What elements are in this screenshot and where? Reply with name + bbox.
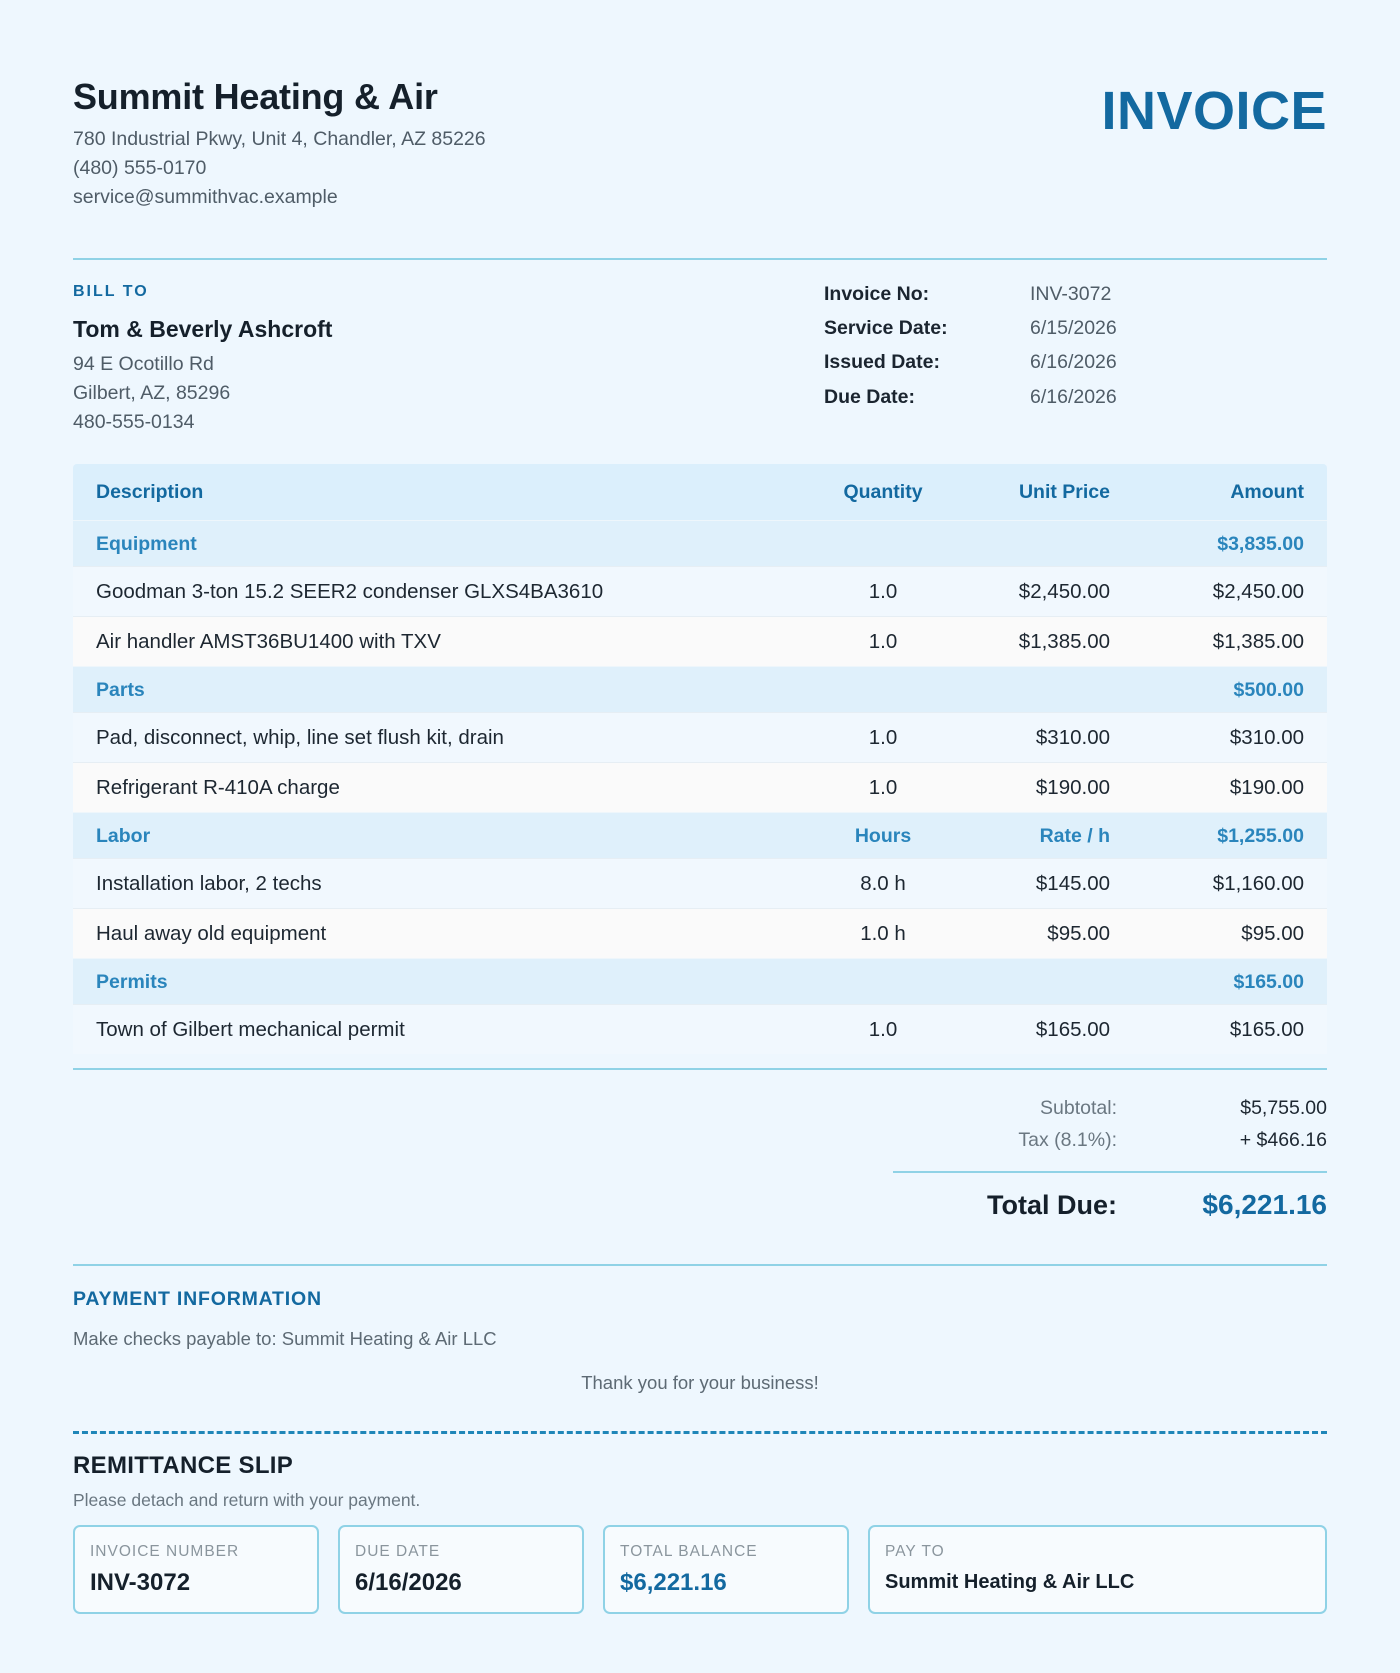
item-description: Goodman 3-ton 15.2 SEER2 condenser GLXS4BA3610 xyxy=(96,580,604,603)
company-email: service@summithvac.example xyxy=(73,186,338,208)
category-name: Labor xyxy=(96,825,151,847)
item-unit-price: $1,385.00 xyxy=(1018,630,1110,653)
bill-to-street: 94 E Ocotillo Rd xyxy=(73,353,214,375)
table-divider xyxy=(73,1068,1327,1070)
header-divider xyxy=(73,258,1327,260)
bill-to-phone: 480-555-0134 xyxy=(73,411,195,433)
item-amount: $310.00 xyxy=(1229,726,1304,749)
remit-pay-to: Summit Heating & Air LLC xyxy=(885,1571,1135,1593)
item-description: Refrigerant R-410A charge xyxy=(96,776,340,799)
remit-due-date-box xyxy=(338,1525,584,1614)
header-amount: Amount xyxy=(1230,481,1304,503)
item-amount: $2,450.00 xyxy=(1212,580,1304,603)
company-name: Summit Heating & Air xyxy=(73,76,438,117)
invoice-title: INVOICE xyxy=(1101,81,1327,141)
item-amount: $1,385.00 xyxy=(1212,630,1304,653)
invoice-header xyxy=(73,0,1327,260)
table-header xyxy=(73,464,1327,520)
remit-invoice-number-box xyxy=(73,1525,319,1614)
total-due-label: Total Due: xyxy=(987,1190,1117,1220)
remit-due-date-label: DUE DATE xyxy=(355,1543,441,1560)
remit-balance-label: TOTAL BALANCE xyxy=(620,1543,758,1560)
line-items-table xyxy=(73,464,1327,1054)
total-due-value: $6,221.16 xyxy=(1202,1189,1327,1220)
meta-label: Invoice No: xyxy=(824,283,930,305)
subtotal-value: $5,755.00 xyxy=(1240,1097,1327,1119)
total-divider xyxy=(893,1171,1327,1173)
category-total: $3,835.00 xyxy=(1217,533,1304,555)
payment-instructions: Make checks payable to: Summit Heating & Air LLC xyxy=(73,1328,497,1349)
thank-you-note: Thank you for your business! xyxy=(581,1372,819,1393)
table-row xyxy=(73,858,1327,908)
category-hours-header: Hours xyxy=(854,825,912,847)
table-row xyxy=(73,908,1327,958)
remit-balance: $6,221.16 xyxy=(620,1569,727,1596)
company-address: 780 Industrial Pkwy, Unit 4, Chandler, AZ 85226 xyxy=(73,128,486,150)
subtotal-label: Subtotal: xyxy=(1040,1097,1117,1119)
category-total: $1,255.00 xyxy=(1217,825,1304,847)
bill-to-city: Gilbert, AZ, 85296 xyxy=(73,382,231,404)
category-row-parts xyxy=(73,666,1327,712)
item-description: Pad, disconnect, whip, line set flush kit, drain xyxy=(96,726,504,749)
item-amount: $190.00 xyxy=(1229,776,1304,799)
remit-invoice-number-label: INVOICE NUMBER xyxy=(90,1543,240,1560)
meta-value: 6/15/2026 xyxy=(1030,317,1117,339)
bill-to-name: Tom & Beverly Ashcroft xyxy=(73,316,333,342)
meta-value: 6/16/2026 xyxy=(1030,351,1117,373)
bill-to-label: BILL TO xyxy=(73,283,149,300)
item-unit-price: $310.00 xyxy=(1035,726,1110,749)
category-rate-header: Rate / h xyxy=(1039,825,1110,847)
remittance-title: REMITTANCE SLIP xyxy=(73,1452,294,1479)
invoice-page xyxy=(73,0,1327,1596)
meta-label: Due Date: xyxy=(824,386,916,408)
meta-label: Service Date: xyxy=(824,317,948,339)
remit-pay-to-box xyxy=(868,1525,1327,1614)
meta-label: Issued Date: xyxy=(824,351,940,373)
item-quantity: 1.0 h xyxy=(860,922,906,945)
category-name: Permits xyxy=(96,971,168,993)
item-quantity: 8.0 h xyxy=(860,872,906,895)
remit-invoice-number: INV-3072 xyxy=(90,1569,191,1596)
item-unit-price: $2,450.00 xyxy=(1018,580,1110,603)
table-row xyxy=(73,762,1327,812)
detach-line xyxy=(73,1431,1327,1434)
totals-divider xyxy=(73,1264,1327,1266)
item-amount: $1,160.00 xyxy=(1212,872,1304,895)
header-description: Description xyxy=(96,481,204,503)
table-row xyxy=(73,712,1327,762)
category-row-equipment xyxy=(73,520,1327,566)
item-description: Air handler AMST36BU1400 with TXV xyxy=(96,630,441,653)
item-description: Installation labor, 2 techs xyxy=(96,872,322,895)
remit-balance-box xyxy=(603,1525,849,1614)
item-amount: $165.00 xyxy=(1229,1018,1304,1041)
meta-value: INV-3072 xyxy=(1030,283,1112,305)
item-unit-price: $95.00 xyxy=(1047,922,1110,945)
item-quantity: 1.0 xyxy=(868,630,898,653)
category-row-labor xyxy=(73,812,1327,858)
item-unit-price: $190.00 xyxy=(1035,776,1110,799)
item-quantity: 1.0 xyxy=(868,726,898,749)
tax-label: Tax (8.1%): xyxy=(1018,1129,1117,1151)
item-quantity: 1.0 xyxy=(868,776,898,799)
remittance-subtitle: Please detach and return with your payment. xyxy=(73,1490,421,1510)
category-row-permits xyxy=(73,958,1327,1004)
item-amount: $95.00 xyxy=(1241,922,1304,945)
item-description: Town of Gilbert mechanical permit xyxy=(96,1018,405,1041)
remit-due-date: 6/16/2026 xyxy=(355,1569,462,1596)
table-row xyxy=(73,566,1327,616)
category-total: $500.00 xyxy=(1233,679,1304,701)
category-total: $165.00 xyxy=(1233,971,1304,993)
category-name: Equipment xyxy=(96,533,197,555)
meta-value: 6/16/2026 xyxy=(1030,386,1117,408)
table-row xyxy=(73,1004,1327,1054)
header-quantity: Quantity xyxy=(843,481,923,503)
item-unit-price: $145.00 xyxy=(1035,872,1110,895)
item-description: Haul away old equipment xyxy=(96,922,327,945)
item-unit-price: $165.00 xyxy=(1035,1018,1110,1041)
tax-value: + $466.16 xyxy=(1239,1129,1327,1151)
payment-heading: PAYMENT INFORMATION xyxy=(73,1288,322,1310)
item-quantity: 1.0 xyxy=(868,1018,898,1041)
company-phone: (480) 555-0170 xyxy=(73,157,207,179)
category-name: Parts xyxy=(96,679,145,701)
item-quantity: 1.0 xyxy=(868,580,898,603)
remit-pay-to-label: PAY TO xyxy=(885,1543,945,1560)
table-row xyxy=(73,616,1327,666)
header-unit-price: Unit Price xyxy=(1018,481,1110,503)
